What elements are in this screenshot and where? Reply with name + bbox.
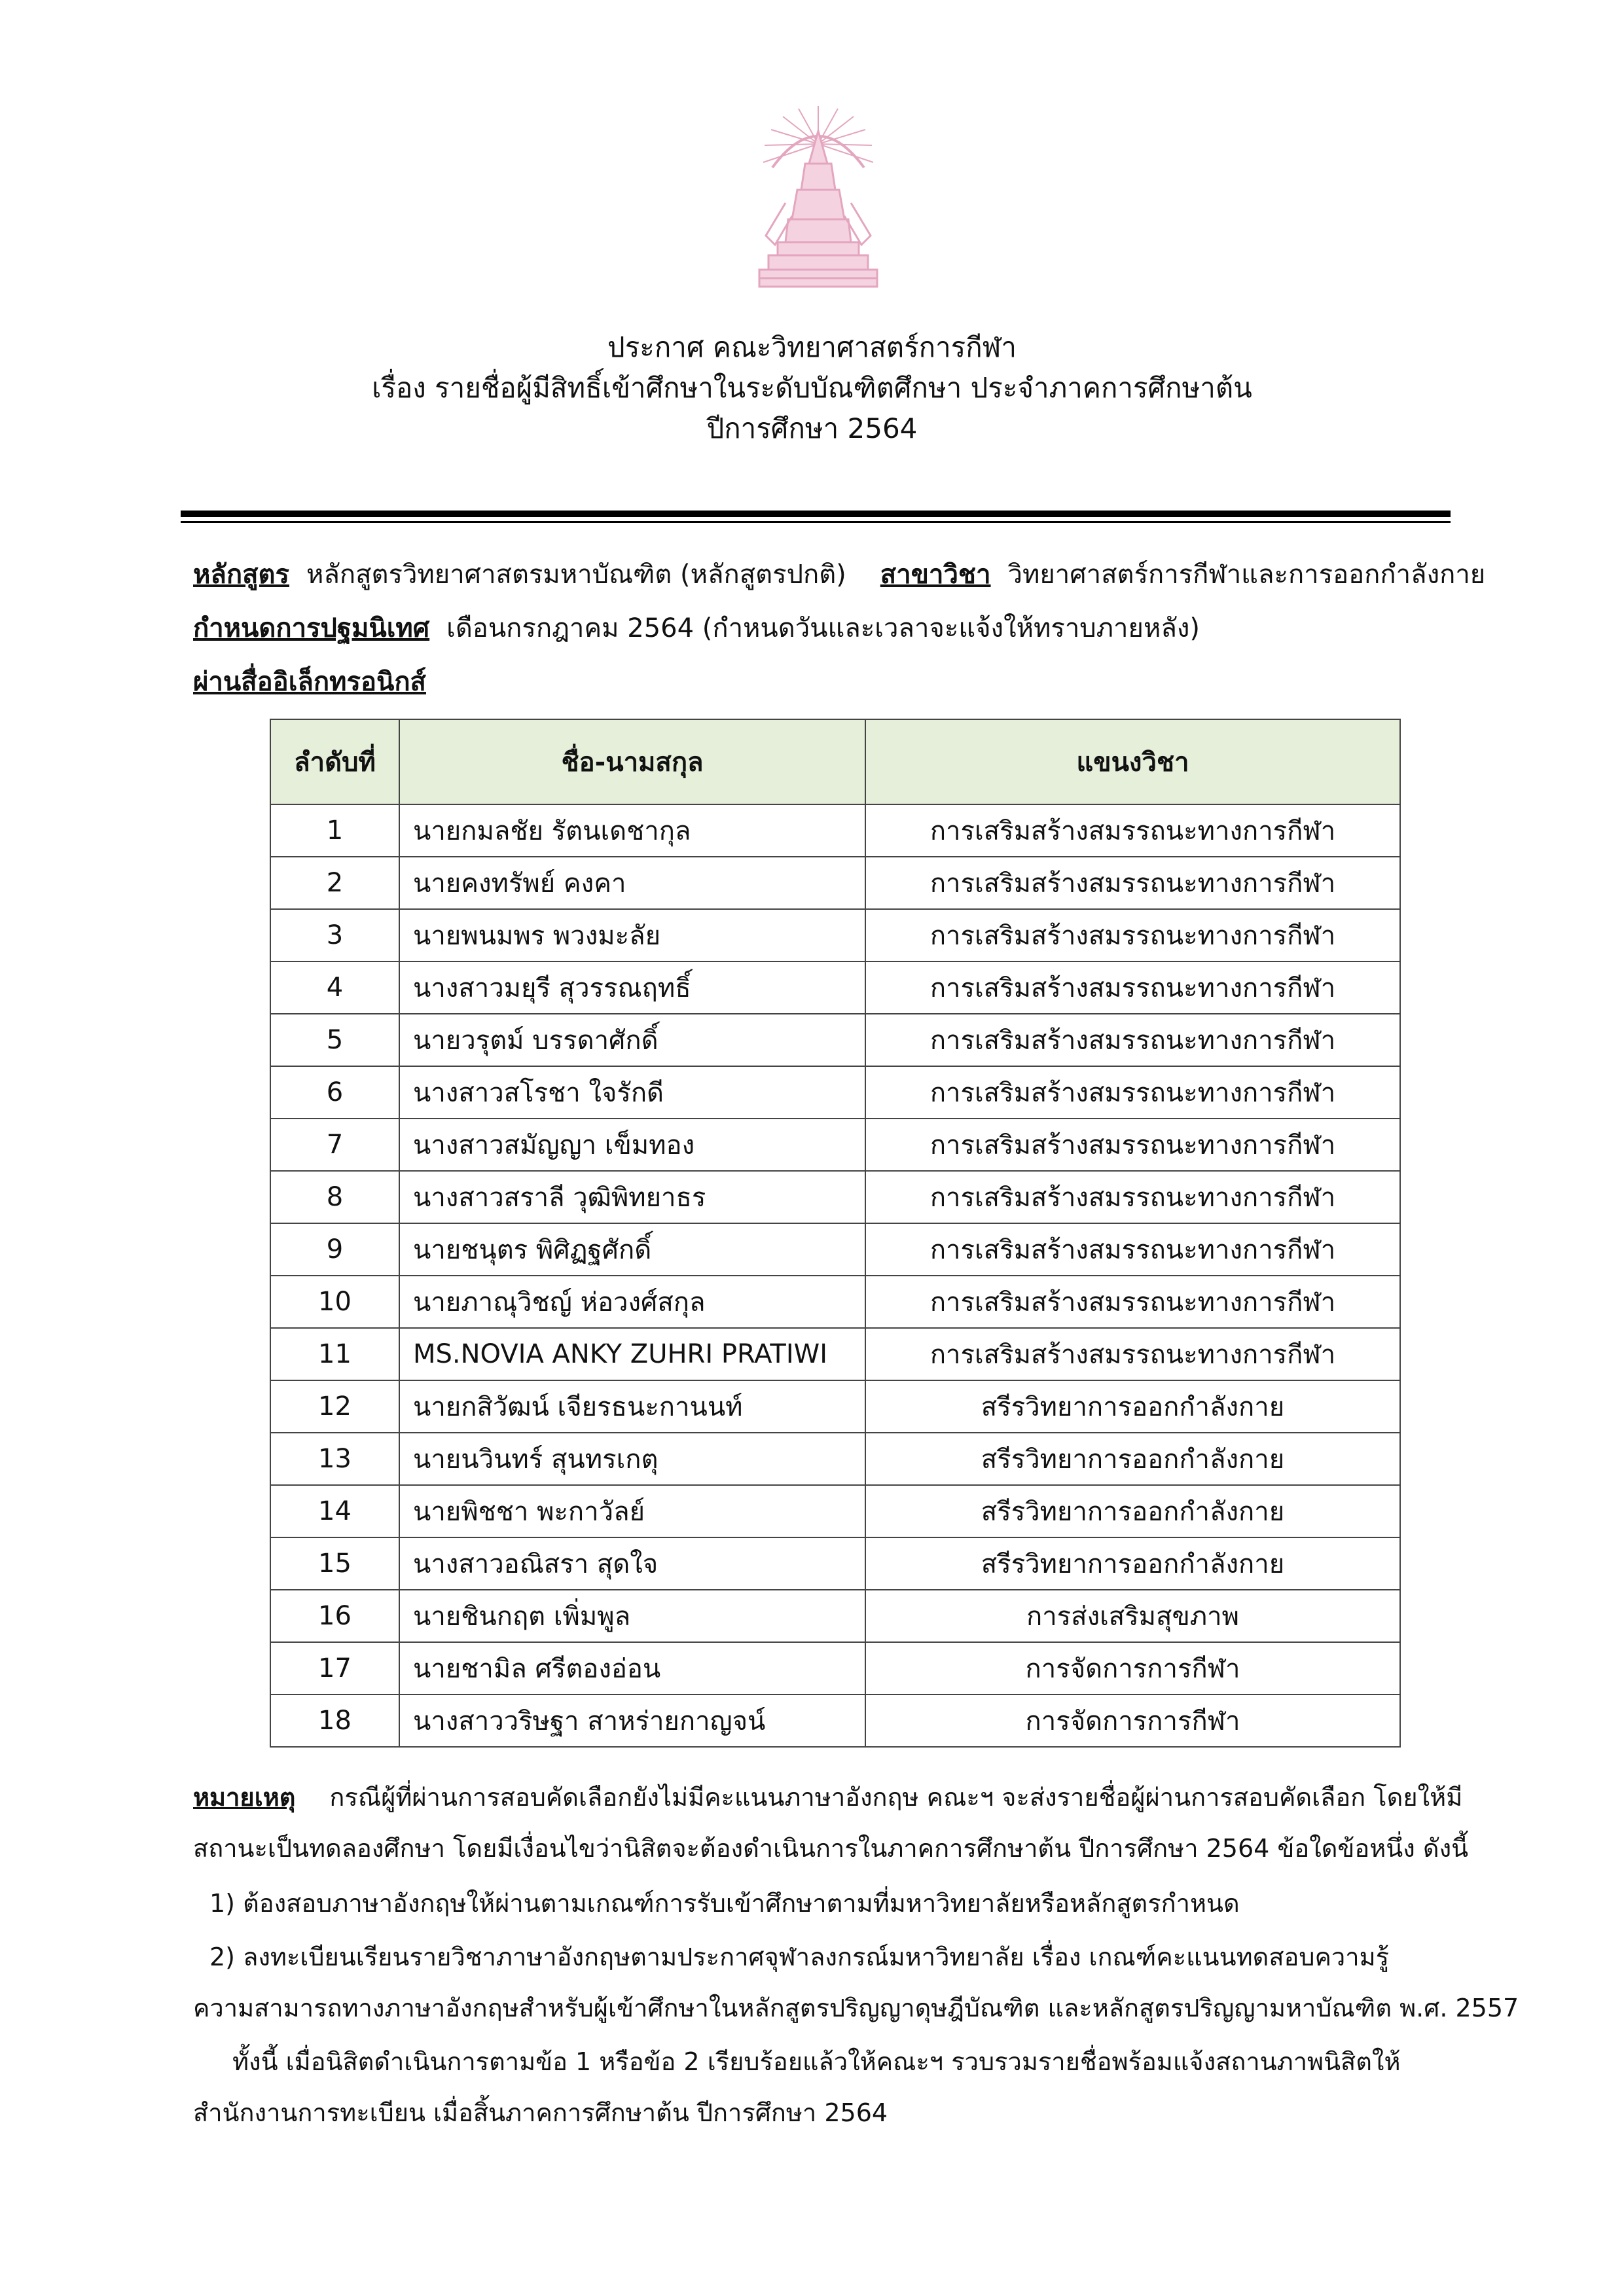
note-text-1: กรณีผู้ที่ผ่านการสอบคัดเลือกยังไม่มีคะแนนภาษาอังกฤษ คณะฯ จะส่งรายชื่อผู้ผ่านการสอบคัดเลือก โดยให้มี	[329, 1783, 1463, 1812]
row-major: การเสริมสร้างสมรรถนะทางการกีฬา	[865, 961, 1400, 1014]
row-name: นางสาวอณิสรา สุดใจ	[399, 1537, 865, 1590]
table-row	[270, 1537, 1400, 1590]
row-major: การส่งเสริมสุขภาพ	[865, 1590, 1400, 1642]
table-row	[270, 1014, 1400, 1066]
table-row	[270, 1171, 1400, 1223]
program-line	[193, 556, 1502, 593]
row-major: การจัดการการกีฬา	[865, 1695, 1400, 1747]
title-line-2: เรื่อง รายชื่อผู้มีสิทธิ์เข้าศึกษาในระดับบัณฑิตศึกษา ประจำภาคการศึกษาต้น	[372, 372, 1252, 404]
orientation-line	[193, 610, 1502, 647]
row-major: การเสริมสร้างสมรรถนะทางการกีฬา	[865, 1119, 1400, 1171]
row-major: การเสริมสร้างสมรรถนะทางการกีฬา	[865, 804, 1400, 857]
row-major: การเสริมสร้างสมรรถนะทางการกีฬา	[865, 1066, 1400, 1119]
table-row	[270, 1066, 1400, 1119]
row-number: 10	[270, 1276, 399, 1328]
row-name: นางสาวสมัญญา เข็มทอง	[399, 1119, 865, 1171]
header-name: ชื่อ-นามสกุล	[399, 719, 865, 804]
program-label: หลักสูตร	[193, 560, 289, 590]
row-major: สรีรวิทยาการออกกำลังกาย	[865, 1537, 1400, 1590]
note-line-6: ทั้งนี้ เมื่อนิสิตดำเนินการตามข้อ 1 หรือข้อ 2 เรียบร้อยแล้วให้คณะฯ รวบรวมรายชื่อพร้อมแจ้งสถานภาพนิสิตให้	[232, 2047, 1401, 2076]
row-number: 9	[270, 1223, 399, 1276]
table-row	[270, 1642, 1400, 1695]
note-line-2: สถานะเป็นทดลองศึกษา โดยมีเงื่อนไขว่านิสิตจะต้องดำเนินการในภาคการศึกษาต้น ปีการศึกษา 2564 ข้อใดข้อหนึ่ง ดังนี้	[193, 1834, 1469, 1863]
row-number: 8	[270, 1171, 399, 1223]
row-number: 4	[270, 961, 399, 1014]
row-number: 11	[270, 1328, 399, 1380]
row-number: 12	[270, 1380, 399, 1433]
row-major: สรีรวิทยาการออกกำลังกาย	[865, 1433, 1400, 1485]
row-name: นางสาวสโรชา ใจรักดี	[399, 1066, 865, 1119]
note-line-4: 2) ลงทะเบียนเรียนรายวิชาภาษาอังกฤษตามประกาศจุฬาลงกรณ์มหาวิทยาลัย เรื่อง เกณฑ์คะแนนทดสอบความรู้	[209, 1943, 1390, 1971]
row-number: 5	[270, 1014, 399, 1066]
table-row	[270, 1590, 1400, 1642]
row-major: การจัดการการกีฬา	[865, 1642, 1400, 1695]
table-row	[270, 1276, 1400, 1328]
announcement-title	[0, 327, 1624, 449]
row-number: 14	[270, 1485, 399, 1537]
row-number: 17	[270, 1642, 399, 1695]
divider-thick	[181, 511, 1451, 517]
row-major: การเสริมสร้างสมรรถนะทางการกีฬา	[865, 1276, 1400, 1328]
orientation-value: เดือนกรกฎาคม 2564 (กำหนดวันและเวลาจะแจ้งให้ทราบภายหลัง)	[446, 613, 1200, 643]
row-name: นายกสิวัฒน์ เจียรธนะกานนท์	[399, 1380, 865, 1433]
row-number: 2	[270, 857, 399, 909]
note-line-7: สำนักงานการทะเบียน เมื่อสิ้นภาคการศึกษาต้น ปีการศึกษา 2564	[193, 2098, 888, 2127]
table-row	[270, 1119, 1400, 1171]
row-number: 3	[270, 909, 399, 961]
note-line-3: 1) ต้องสอบภาษาอังกฤษให้ผ่านตามเกณฑ์การรับเข้าศึกษาตามที่มหาวิทยาลัยหรือหลักสูตรกำหนด	[209, 1889, 1240, 1918]
table-row	[270, 804, 1400, 857]
note-line-1	[193, 1779, 1489, 1816]
header-major: แขนงวิชา	[865, 719, 1400, 804]
title-line-1: ประกาศ คณะวิทยาศาสตร์การกีฬา	[607, 331, 1017, 363]
table-row	[270, 857, 1400, 909]
row-name: นายชินกฤต เพิ่มพูล	[399, 1590, 865, 1642]
row-major: การเสริมสร้างสมรรถนะทางการกีฬา	[865, 1223, 1400, 1276]
row-name: นายวรุตม์ บรรดาศักดิ์	[399, 1014, 865, 1066]
row-number: 15	[270, 1537, 399, 1590]
row-number: 18	[270, 1695, 399, 1747]
table-row	[270, 909, 1400, 961]
row-name: นายนวินทร์ สุนทรเกตุ	[399, 1433, 865, 1485]
row-name: นายพนมพร พวงมะลัย	[399, 909, 865, 961]
table-header-row	[270, 719, 1400, 804]
note-label: หมายเหตุ	[193, 1783, 296, 1812]
admission-table	[270, 719, 1401, 1748]
table-row	[270, 1380, 1400, 1433]
row-number: 6	[270, 1066, 399, 1119]
row-number: 16	[270, 1590, 399, 1642]
university-emblem-icon	[746, 105, 890, 295]
table-row	[270, 1485, 1400, 1537]
row-name: นายคงทรัพย์ คงคา	[399, 857, 865, 909]
table-body	[270, 804, 1400, 1747]
program-value: หลักสูตรวิทยาศาสตรมหาบัณฑิต (หลักสูตรปกติ)	[306, 560, 846, 590]
row-major: การเสริมสร้างสมรรถนะทางการกีฬา	[865, 857, 1400, 909]
row-major: การเสริมสร้างสมรรถนะทางการกีฬา	[865, 1171, 1400, 1223]
row-major: การเสริมสร้างสมรรถนะทางการกีฬา	[865, 909, 1400, 961]
row-name: นายชนุตร พิศิฏฐศักดิ์	[399, 1223, 865, 1276]
orientation-label: กำหนดการปฐมนิเทศ	[193, 613, 430, 643]
media-line	[193, 664, 1502, 700]
note-line-5: ความสามารถทางภาษาอังกฤษสำหรับผู้เข้าศึกษาในหลักสูตรปริญญาดุษฎีบัณฑิต และหลักสูตรปริญญามหาบัณฑิต พ.ศ. 2557	[193, 1994, 1519, 2022]
row-major: การเสริมสร้างสมรรถนะทางการกีฬา	[865, 1328, 1400, 1380]
row-name: นางสาวมยุรี สุวรรณฤทธิ์	[399, 961, 865, 1014]
table-row	[270, 1433, 1400, 1485]
table-row	[270, 1223, 1400, 1276]
row-number: 7	[270, 1119, 399, 1171]
row-number: 1	[270, 804, 399, 857]
row-name: นายกมลชัย รัตนเดชากุล	[399, 804, 865, 857]
row-major: การเสริมสร้างสมรรถนะทางการกีฬา	[865, 1014, 1400, 1066]
divider-thin	[181, 521, 1451, 523]
media-label: ผ่านสื่ออิเล็กทรอนิกส์	[193, 667, 426, 697]
header-number: ลำดับที่	[270, 719, 399, 804]
row-name: นายภาณุวิชญ์ ห่อวงศ์สกุล	[399, 1276, 865, 1328]
row-major: สรีรวิทยาการออกกำลังกาย	[865, 1380, 1400, 1433]
row-name: นายชามิล ศรีตองอ่อน	[399, 1642, 865, 1695]
row-name: นางสาวสราลี วุฒิพิทยาธร	[399, 1171, 865, 1223]
title-line-3: ปีการศึกษา 2564	[706, 412, 918, 444]
row-name: นายพิชชา พะกาวัลย์	[399, 1485, 865, 1537]
table-row	[270, 1695, 1400, 1747]
table-row	[270, 961, 1400, 1014]
field-value: วิทยาศาสตร์การกีฬาและการออกกำลังกาย	[1007, 560, 1486, 590]
table-row	[270, 1328, 1400, 1380]
row-major: สรีรวิทยาการออกกำลังกาย	[865, 1485, 1400, 1537]
row-name: MS.NOVIA ANKY ZUHRI PRATIWI	[399, 1328, 865, 1380]
field-label: สาขาวิชา	[880, 560, 991, 590]
row-number: 13	[270, 1433, 399, 1485]
row-name: นางสาววริษฐา สาหร่ายกาญจน์	[399, 1695, 865, 1747]
